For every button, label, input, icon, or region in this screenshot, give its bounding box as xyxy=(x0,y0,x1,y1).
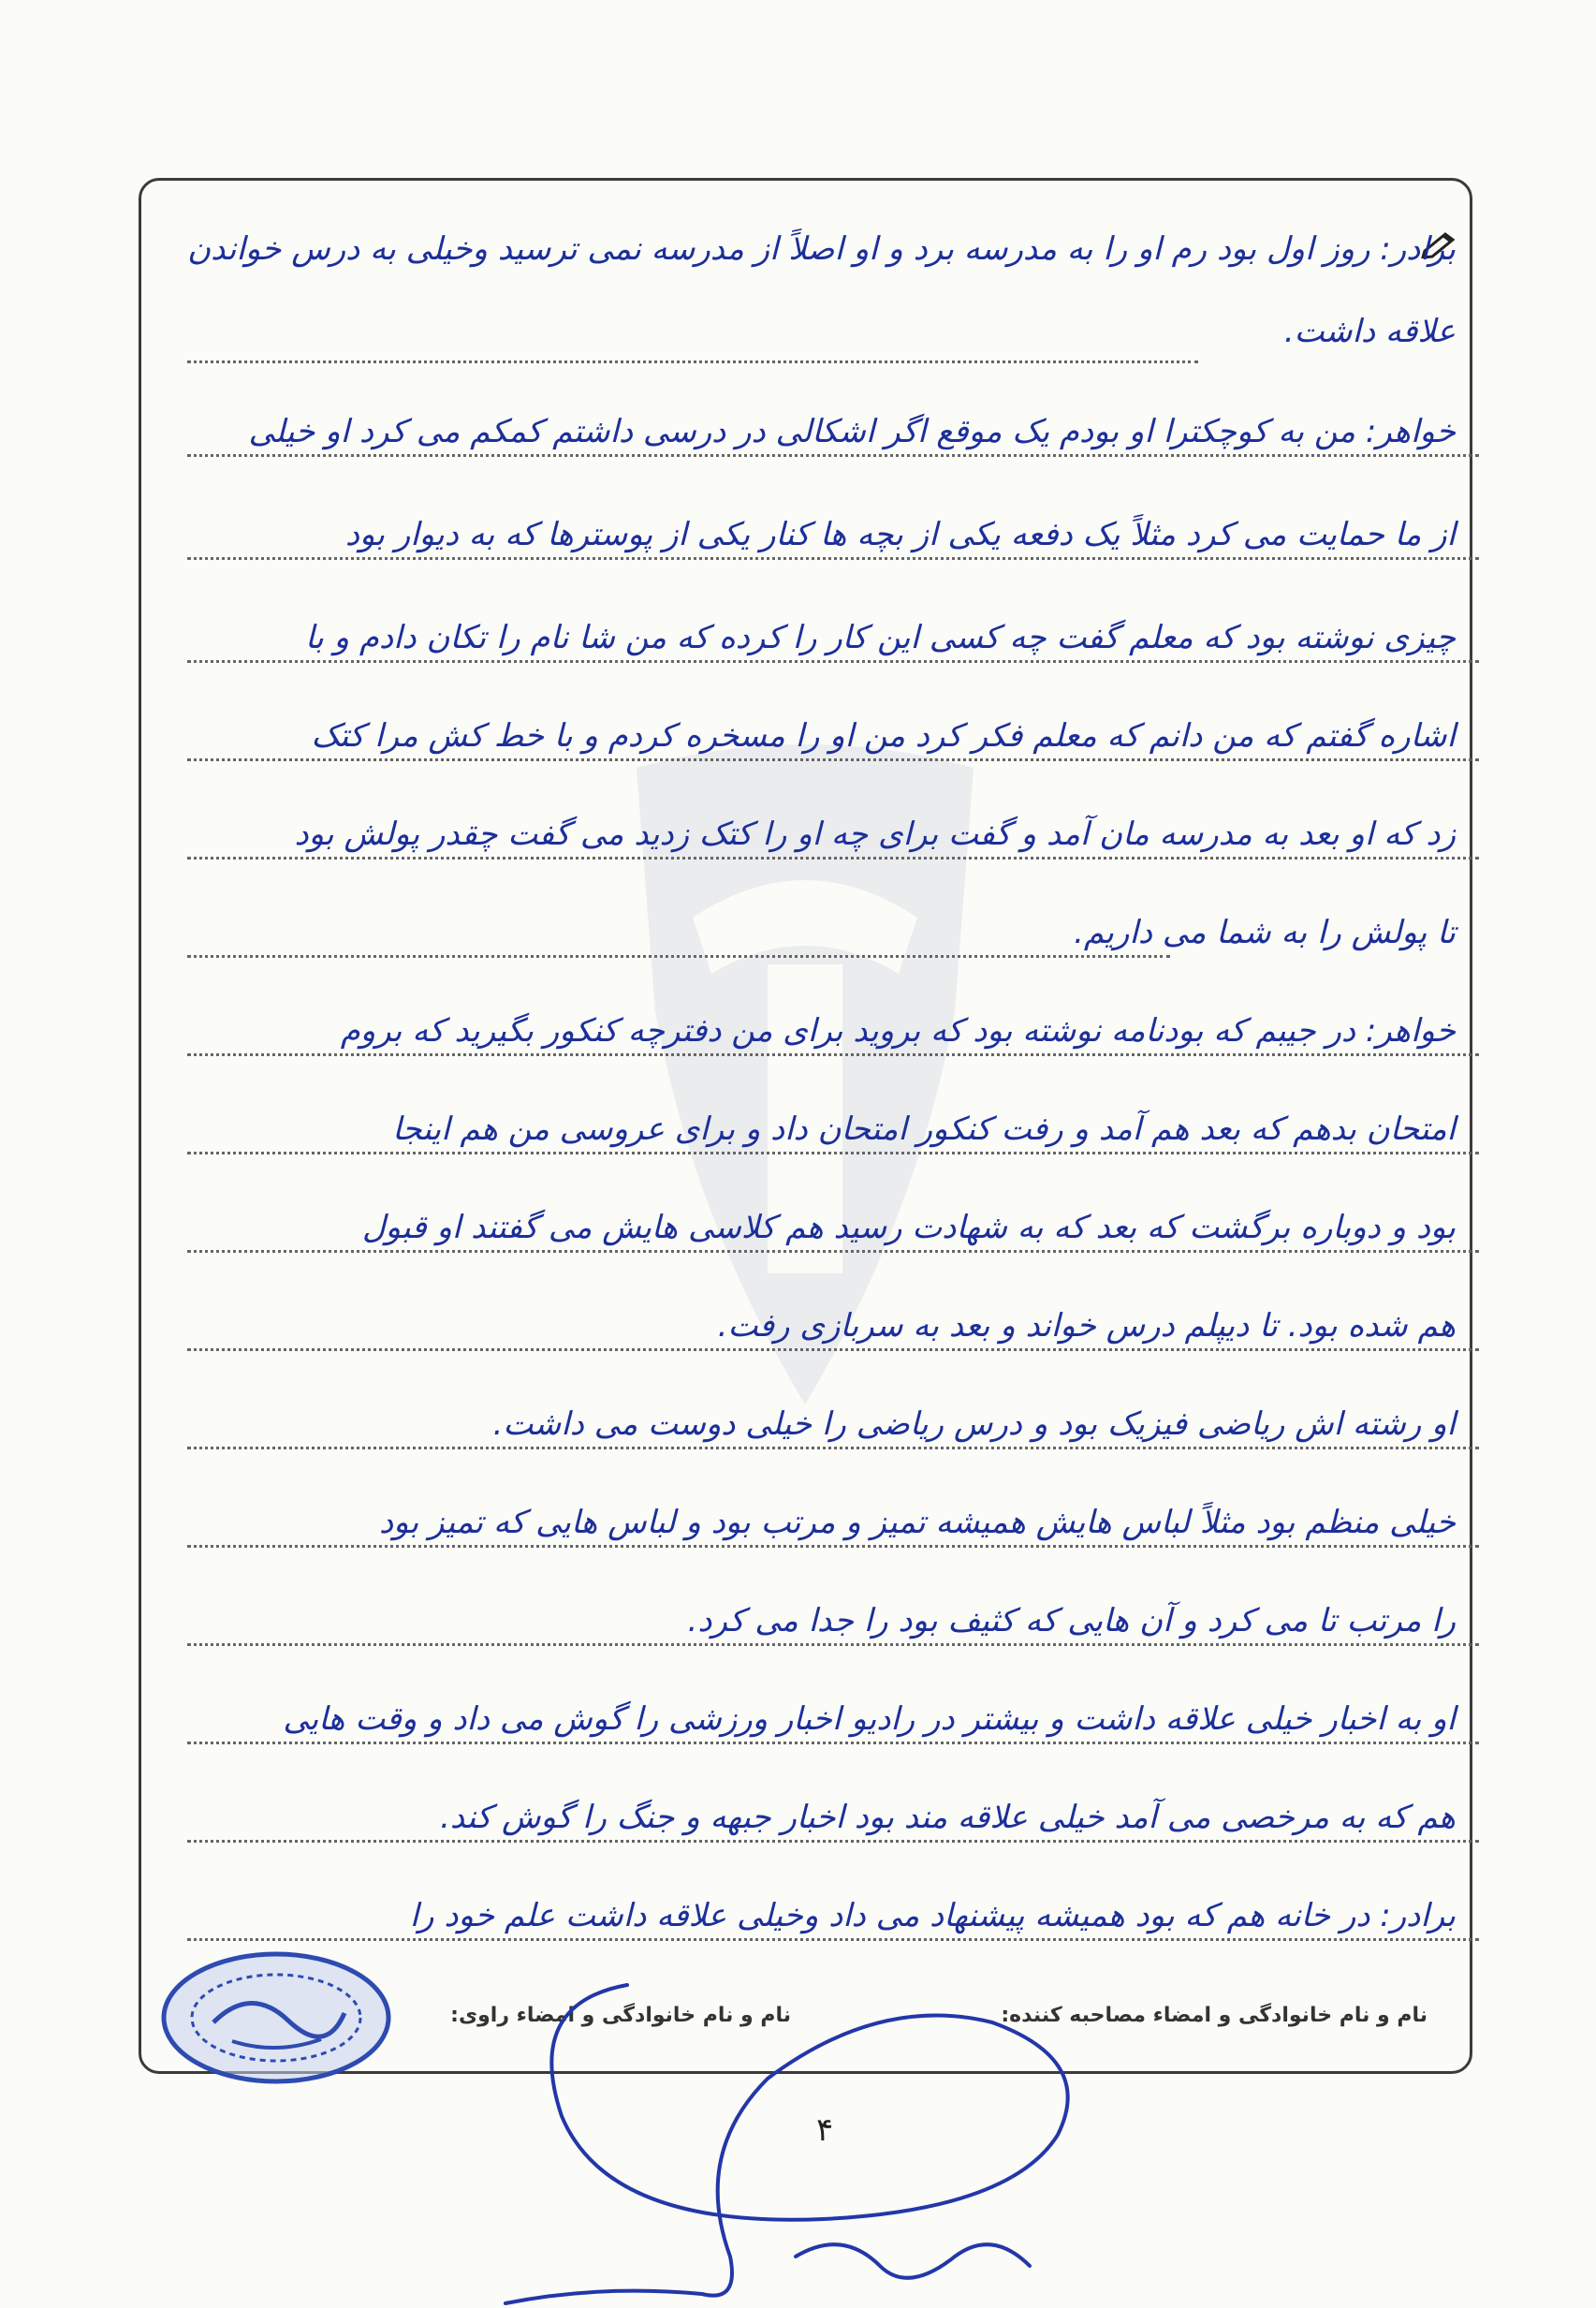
body-line: برادر: در خانه هم که بود همیشه پیشنهاد می داد وخیلی علاقه داشت علم خود را xyxy=(409,1897,1456,1934)
body-line: برادر: روز اول بود رم او را به مدرسه برد و او اصلاً از مدرسه نمی ترسید وخیلی به درس خواندن xyxy=(187,230,1456,268)
ink-stamp xyxy=(157,1948,396,2088)
body-line: علاقه داشت. xyxy=(1283,313,1456,350)
narrator-signature-label: نام و نام خانوادگی و امضاء راوی: xyxy=(450,2004,791,2027)
interviewer-signature-label: نام و نام خانوادگی و امضاء مصاحبه کننده: xyxy=(1001,2004,1428,2027)
body-line: چیزی نوشته بود که معلم گفت چه کسی این کار را کرده که من شا نام را تکان دادم و با xyxy=(305,619,1456,656)
body-line: اشاره گفتم که من دانم که معلم فکر کرد من او را مسخره کردم و با خط کش مرا کتک xyxy=(311,717,1456,755)
body-line: خیلی منظم بود مثلاً لباس هایش همیشه تمیز و مرتب بود و لباس هایی که تمیز بود xyxy=(379,1504,1456,1541)
body-line: را مرتب تا می کرد و آن هایی که کثیف بود را جدا می کرد. xyxy=(687,1602,1456,1639)
body-line: امتحان بدهم که بعد هم آمد و رفت کنکور امتحان داد و برای عروسی من هم اینجا xyxy=(392,1110,1456,1148)
body-line: بود و دوباره برگشت که بعد که به شهادت رسید هم کلاسی هایش می گفتند او قبول xyxy=(361,1209,1456,1246)
body-line: هم شده بود. تا دیپلم درس خواند و بعد به سربازی رفت. xyxy=(717,1307,1456,1345)
body-line: هم که به مرخصی می آمد خیلی علاقه مند بود اخبار جبهه و جنگ را گوش کند. xyxy=(440,1799,1456,1836)
body-line: از ما حمایت می کرد مثلاً یک دفعه یکی از بچه ها کنار یکی از پوسترها که به دیوار بود xyxy=(344,516,1456,553)
body-line: خواهر: من به کوچکترا او بودم یک موقع اگر اشکالی در درسی داشتم کمکم می کرد او خیلی xyxy=(248,413,1456,450)
page-number: ۴ xyxy=(816,2111,834,2149)
body-line: تا پولش را به شما می داریم. xyxy=(1074,914,1456,951)
body-line: او رشته اش ریاضی فیزیک بود و درس ریاضی را خیلی دوست می داشت. xyxy=(492,1405,1456,1443)
body-line: او به اخبار خیلی علاقه داشت و بیشتر در رادیو اخبار ورزشی را گوش می داد و وقت هایی xyxy=(283,1700,1456,1738)
body-line: خواهر: در جیبم که بودنامه نوشته بود که بروید برای من دفترچه کنکور بگیرید که بروم xyxy=(340,1012,1456,1050)
body-line: زد که او بعد به مدرسه مان آمد و گفت برای چه او را کتک زدید می گفت چقدر پولش بود xyxy=(294,816,1456,853)
